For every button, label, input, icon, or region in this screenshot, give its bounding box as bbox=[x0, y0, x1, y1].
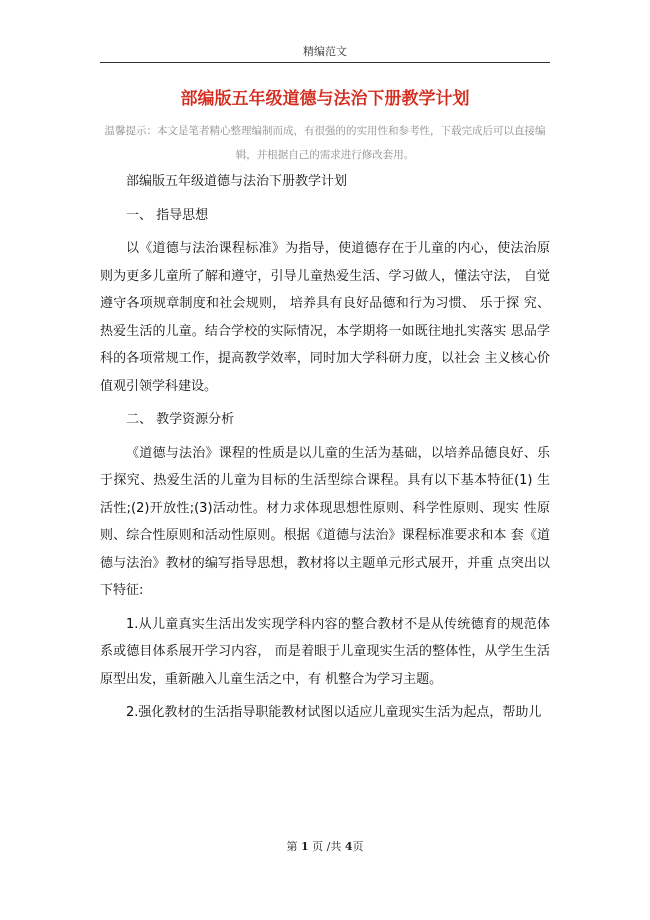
paragraph-guiding-ideology: 以《道德与法治课程标准》为指导，使道德存在于儿童的内心，使法治原则为更多儿童所了解和遵守，引导儿童热爱生活、学习做人，懂法守法， 自觉遵守各项规章制度和社会规则， 培养具有良好品德和行为习惯、 乐于探 究、热爱生活的儿童。结合学校的实际情况，本学期将一如既往地扎实落实 思品学科的各项常规工作，提高教学效率，同时加大学科研力度，以社会 主义核心价值观引领学科建设。 bbox=[100, 241, 550, 394]
document-body bbox=[100, 168, 550, 727]
paragraph-feature-2: 2.强化教材的生活指导职能教材试图以适应儿童现实生活为起点，帮助儿 bbox=[126, 705, 542, 720]
page-suffix: 页 bbox=[352, 840, 364, 853]
paragraph-feature-1: 1.从儿童真实生活出发实现学科内容的整合教材不是从传统德育的规范体系或德目体系展开学习内容， 而是着眼于儿童现实生活的整体性，从学生生活原型出发，重新融入儿童生活之中，有 机整合为学习主题。 bbox=[100, 616, 550, 687]
page-middle: 页 /共 bbox=[308, 840, 345, 853]
paragraph-course-nature: 《道德与法治》课程的性质是以儿童的生活为基础，以培养品德良好、乐于探究、热爱生活的儿童为目标的生活型综合课程。具有以下基本特征(1) 生活性;(2)开放性;(3)活动性。材力求体现思想性原则、科学性原则、现实 性原则、综合性原则和活动性原则。根据《道德与法治》课程标准要求和本 套《道德与法治》教材的编写指导思想，教材将以主题单元形式展开，并重 点突出以下特征: bbox=[100, 445, 550, 598]
document-title: 部编版五年级道德与法治下册教学计划 bbox=[180, 89, 470, 109]
page-prefix: 第 bbox=[286, 840, 301, 853]
section-heading-resource-analysis: 二、 教学资源分析 bbox=[126, 412, 235, 427]
section-heading-guiding-ideology: 一、 指导思想 bbox=[126, 207, 209, 223]
page-footer bbox=[0, 838, 650, 854]
page-header: 精编范文 bbox=[303, 45, 347, 58]
page-total: 4 bbox=[344, 840, 353, 853]
body-subtitle: 部编版五年级道德与法治下册教学计划 bbox=[126, 174, 348, 189]
header-divider bbox=[100, 62, 550, 63]
page-number: 1 bbox=[300, 840, 309, 853]
notice-text: 温馨提示：本文是笔者精心整理编制而成，有很强的的实用性和参考性，下载完成后可以直接编辑，并根据自己的需求进行修改套用。 bbox=[104, 125, 546, 161]
